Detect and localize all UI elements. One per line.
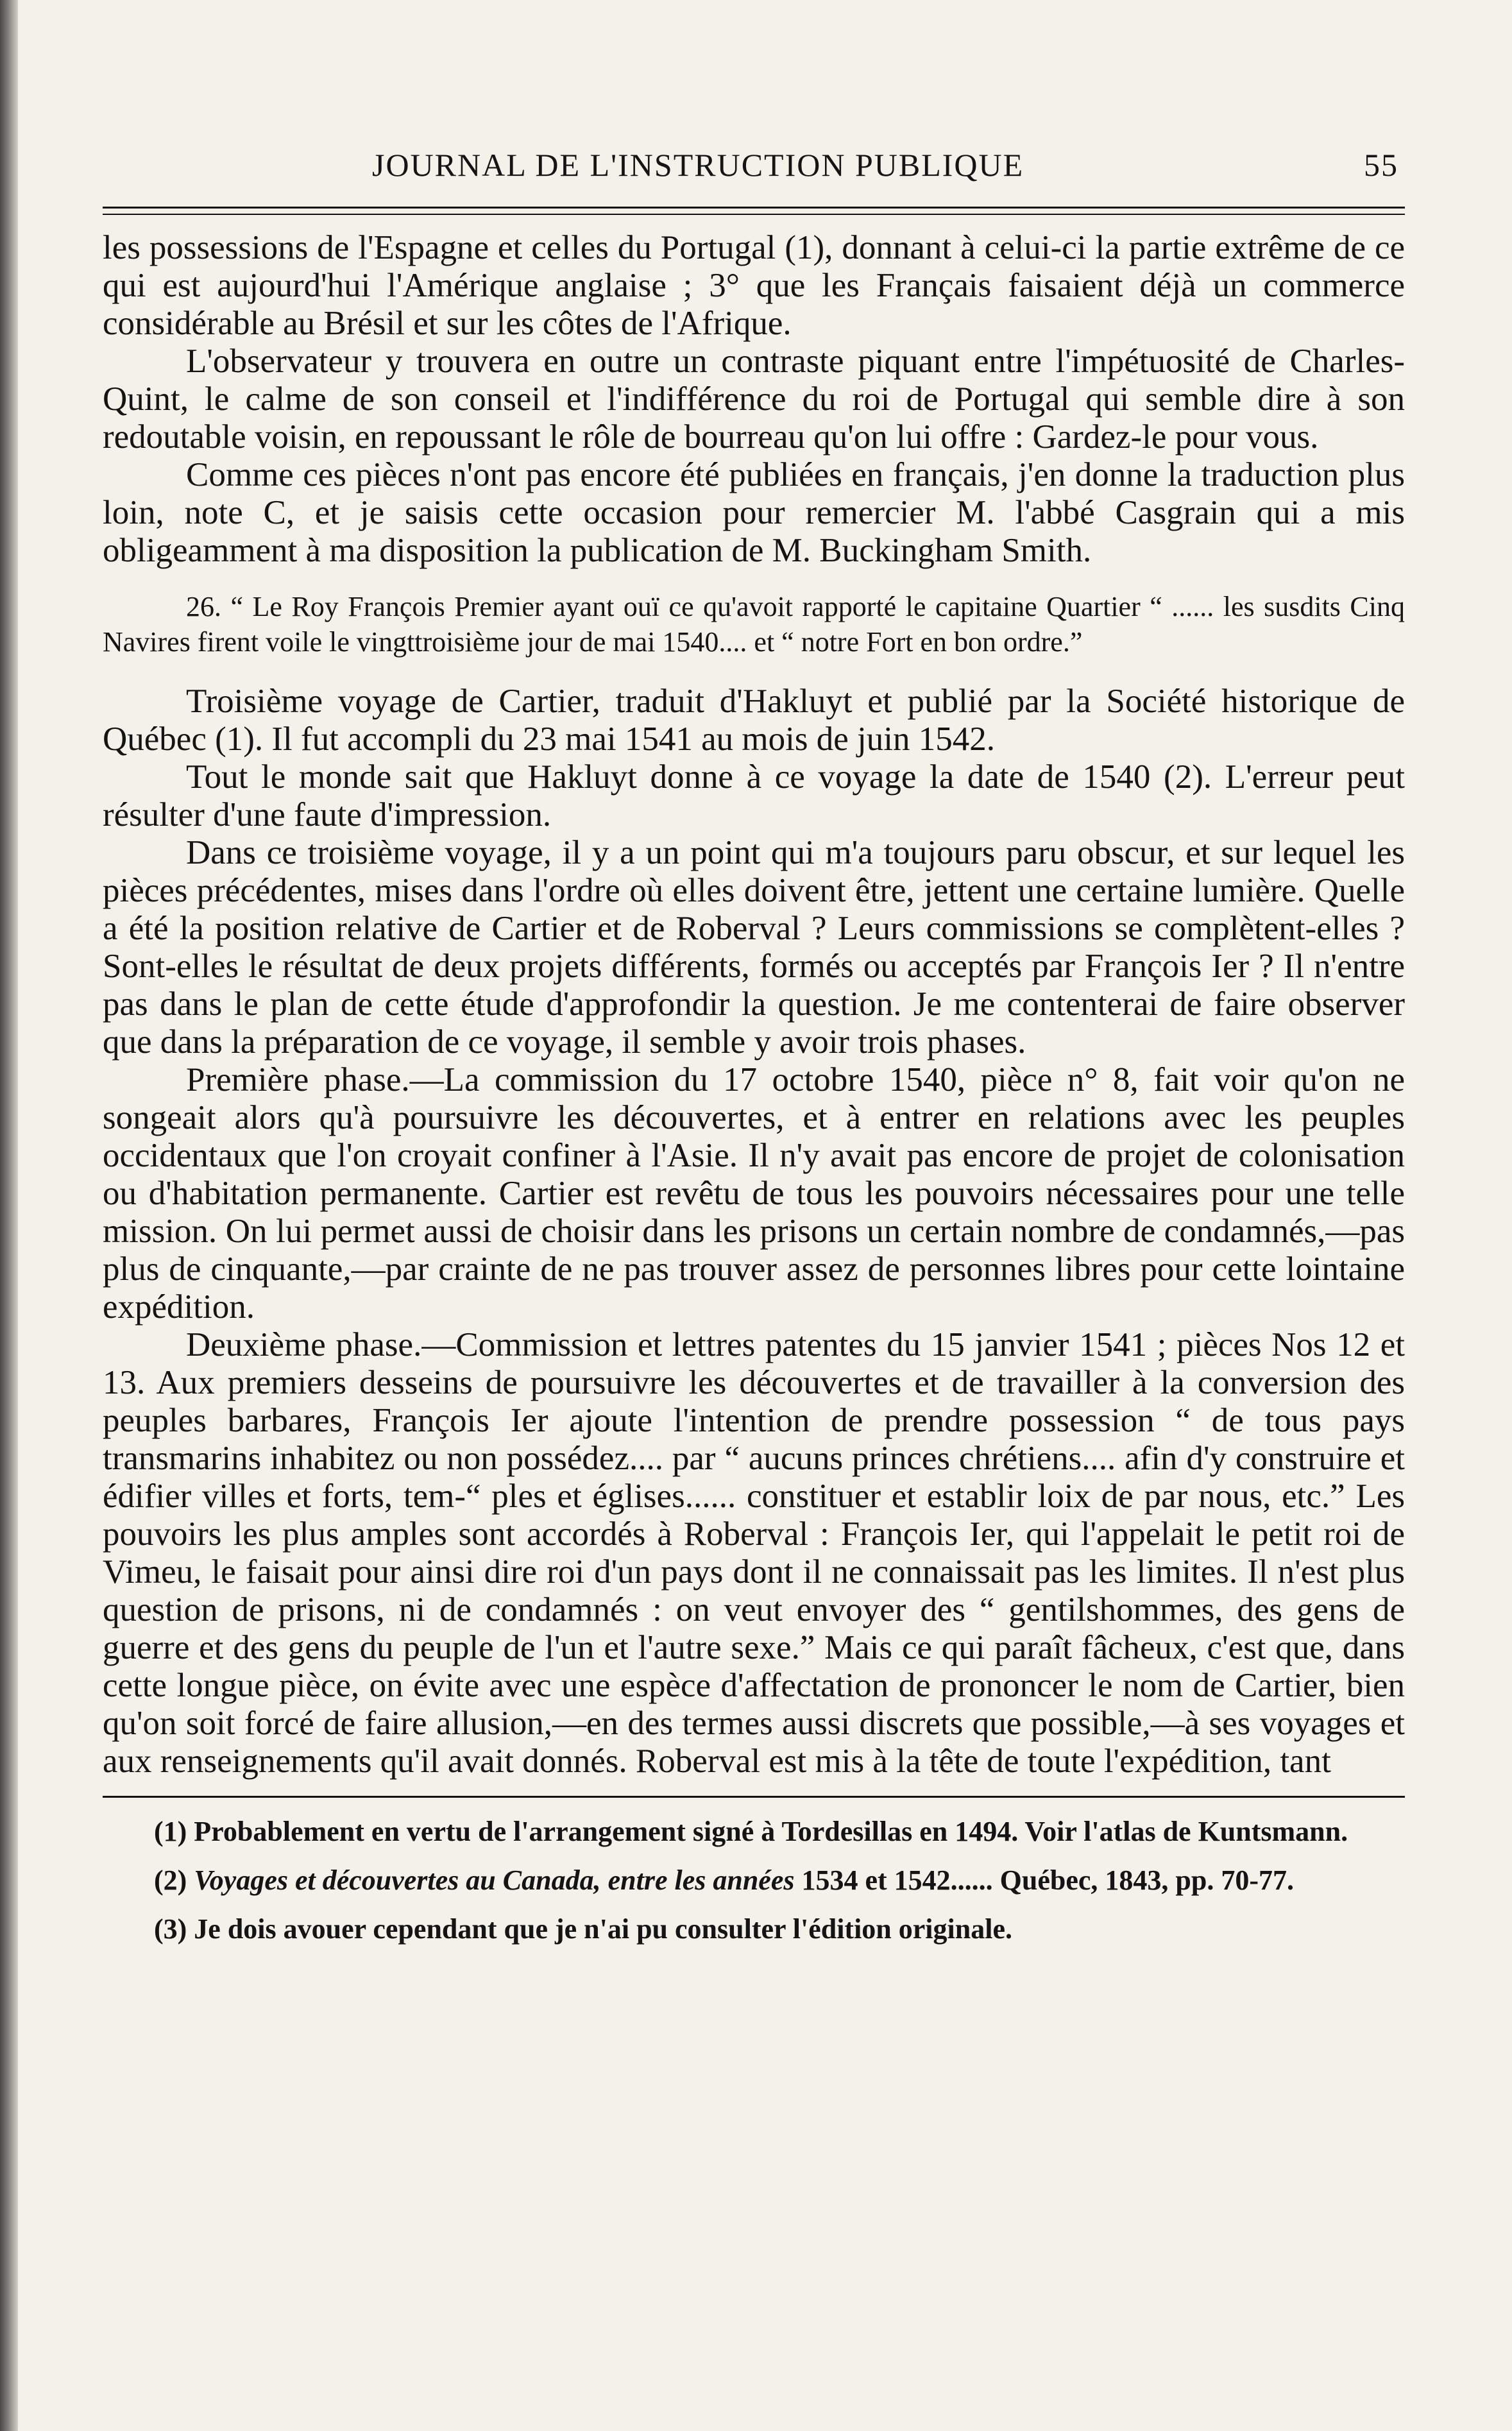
paragraph: Tout le monde sait que Hakluyt donne à ce voyage la date de 1540 (2). L'erreur peut résulter d'une faute d'impression. [103, 758, 1405, 833]
footnote-2-title: Voyages et découvertes au Canada, entre les années [194, 1864, 795, 1896]
header-rule [103, 207, 1405, 215]
footnotes [103, 1816, 1405, 1945]
paragraph: L'observateur y trouvera en outre un contraste piquant entre l'impétuosité de Charles-Quint, le calme de son conseil et l'indifférence du roi de Portugal qui semble dire à son redoutable voisin, en repoussant le rôle de bourreau qu'on lui offre : Gardez-le pour vous. [103, 343, 1405, 456]
paragraph: Troisième voyage de Cartier, traduit d'Hakluyt et publié par la Société historique de Québec (1). Il fut accompli du 23 mai 1541 au mois de juin 1542. [103, 683, 1405, 758]
paragraph-first-phase: Première phase.—La commission du 17 octobre 1540, pièce n° 8, fait voir qu'on ne songeait alors qu'à poursuivre les découvertes, et à entrer en relations avec les peuples occidentaux que l'on croyait confiner à l'Asie. Il n'y avait pas encore de projet de colonisation ou d'habitation permanente. Cartier est revêtu de tous les pouvoirs nécessaires pour une telle mission. On lui permet aussi de choisir dans les prisons un certain nombre de condamnés,—pas plus de cinquante,—par crainte de ne pas trouver assez de personnes libres pour cette lointaine expédition. [103, 1061, 1405, 1326]
page-number: 55 [1364, 147, 1398, 183]
footnote-2-number: (2) [154, 1864, 194, 1896]
running-header [103, 135, 1405, 186]
paragraph: Comme ces pièces n'ont pas encore été publiées en français, j'en donne la traduction plus loin, note C, et je saisis cette occasion pour remercier M. l'abbé Casgrain qui a mis obligeamment à ma disposition la publication de M. Buckingham Smith. [103, 456, 1405, 569]
paragraph-second-phase: Deuxième phase.—Commission et lettres patentes du 15 janvier 1541 ; pièces Nos 12 et 13. Aux premiers desseins de poursuivre les découvertes et de travailler à la conversion des peuples barbares, François Ier ajoute l'intention de prendre possession “ de tous pays transmarins inhabitez ou non possédez.... par “ aucuns princes chrétiens.... afin d'y construire et édifier villes et forts, tem-“ ples et églises...... constituer et establir loix de par nous, etc.” Les pouvoirs les plus amples sont accordés à Roberval : François Ier, qui l'appelait le petit roi de Vimeu, le faisait pour ainsi dire roi d'un pays dont il ne connaissait pas les limites. Il n'est plus question de prisons, ni de condamnés : on veut envoyer des “ gentilshommes, des gens de guerre et des gens du peuple de l'un et l'autre sexe.” Mais ce qui paraît fâcheux, c'est que, dans cette longue pièce, on évite avec une espèce d'affectation de prononcer le nom de Cartier, bien qu'on soit forcé de faire allusion,—en des termes aussi discrets que possible,—à ses voyages et aux renseignements qu'il avait donnés. Roberval est mis à la tête de toute l'expédition, tant [103, 1326, 1405, 1780]
footnote-2-rest: 1534 et 1542...... Québec, 1843, pp. 70-77. [794, 1864, 1295, 1896]
main-text [103, 229, 1405, 1780]
paragraph: Dans ce troisième voyage, il y a un point qui m'a toujours paru obscur, et sur lequel les pièces précédentes, mises dans l'ordre où elles doivent être, jettent une certaine lumière. Quelle a été la position relative de Cartier et de Roberval ? Leurs commissions se complètent-elles ? Sont-elles le résultat de deux projets différents, formés ou acceptés par François Ier ? Il n'entre pas dans le plan de cette étude d'approfondir la question. Je me contenterai de faire observer que dans la préparation de ce voyage, il semble y avoir trois phases. [103, 834, 1405, 1061]
paragraph-continued: les possessions de l'Espagne et celles du Portugal (1), donnant à celui-ci la partie extrême de ce qui est aujourd'hui l'Amérique anglaise ; 3° que les Français faisaient déjà un commerce considérable au Brésil et sur les côtes de l'Afrique. [103, 229, 1405, 342]
document-quote-26: 26. “ Le Roy François Premier ayant ouï ce qu'avoit rapporté le capitaine Quartier “ ...... les susdits Cinq Navires firent voile le vingttroisième jour de mai 1540.... et “ notre Fort en bon ordre.” [103, 591, 1405, 658]
document-page [103, 135, 1405, 1962]
journal-title: JOURNAL DE L'INSTRUCTION PUBLIQUE [372, 147, 1024, 183]
footnote-1: (1) Probablement en vertu de l'arrangement signé à Tordesillas en 1494. Voir l'atlas de Kuntsmann. [154, 1816, 1348, 1847]
footnote-rule [103, 1796, 1405, 1798]
footnote-3: (3) Je dois avouer cependant que je n'ai pu consulter l'édition originale. [154, 1913, 1012, 1945]
footnote-2 [103, 1864, 1405, 1897]
page-binding-edge [0, 0, 18, 2431]
